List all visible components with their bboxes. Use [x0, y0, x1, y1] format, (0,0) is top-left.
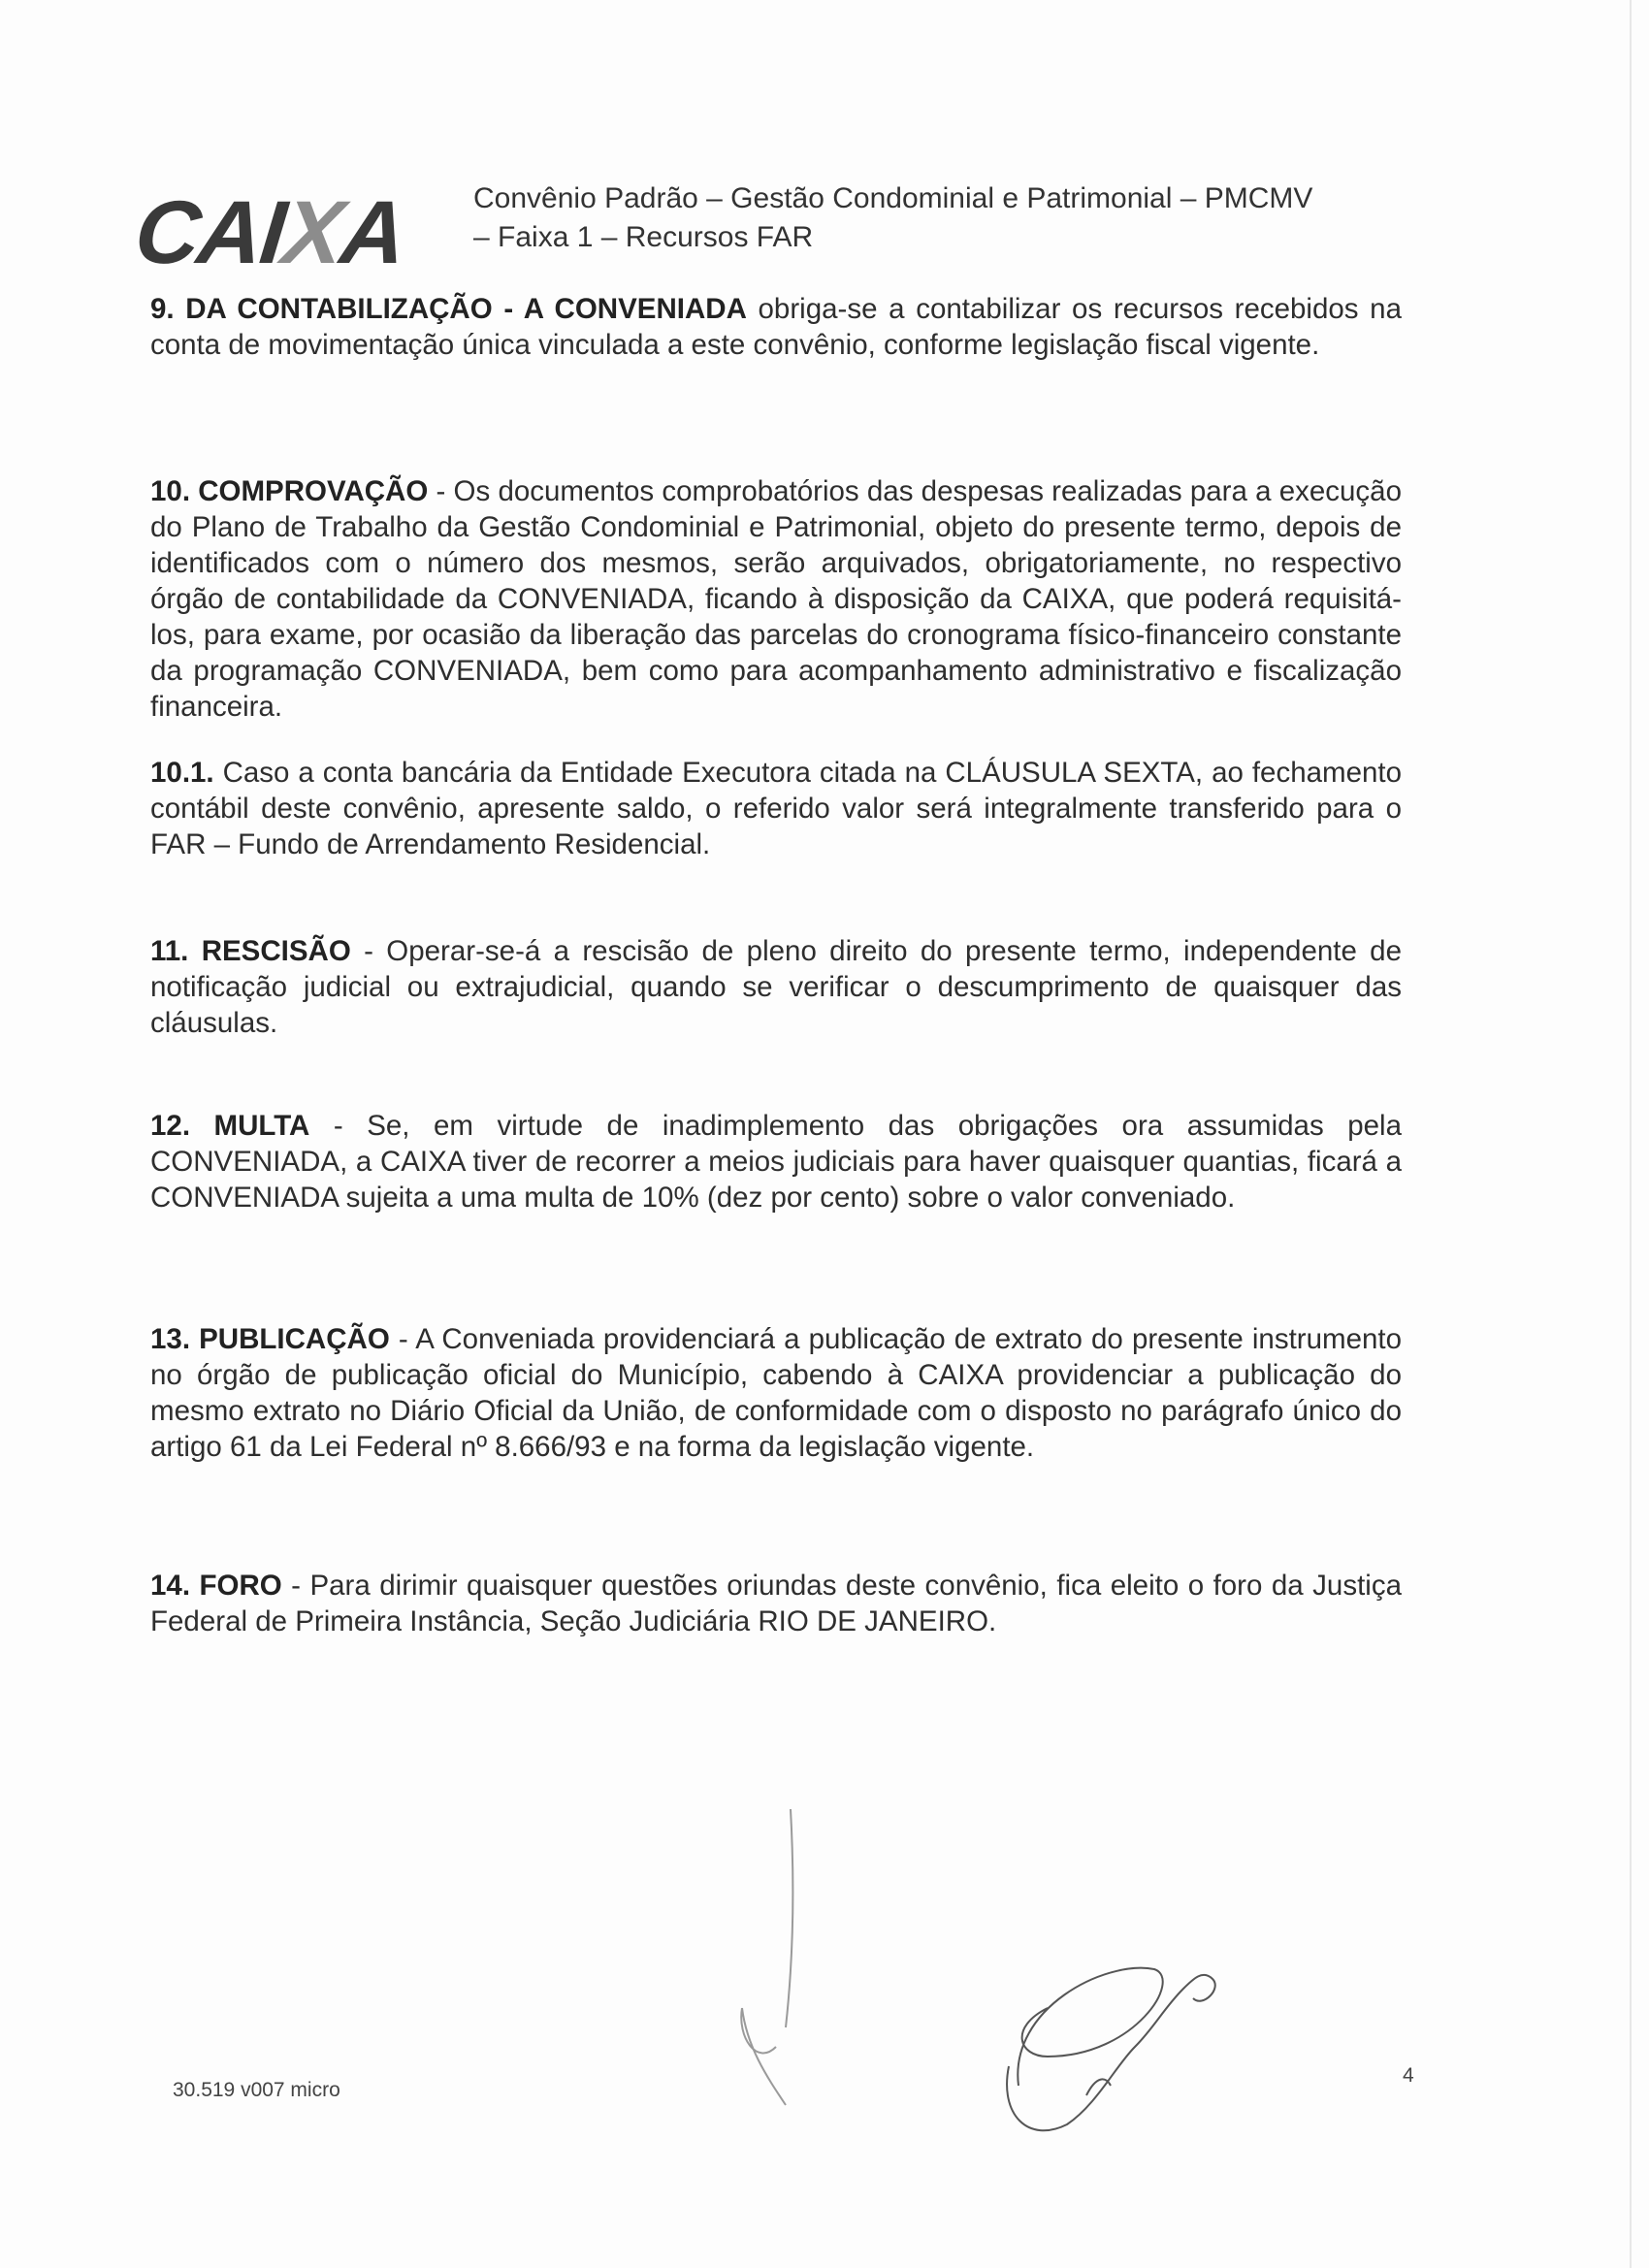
clause-10 — [150, 473, 1402, 725]
clause-10-1 — [150, 755, 1402, 862]
clause-body: - Os documentos comprobatórios das despesas realizadas para a execução do Plano de Trabalho da Gestão Condominial e Patrimonial, objeto do presente termo, depois de identificados com o número dos mesmos, serão arquivados, obrigatoriamente, no respectivo órgão de contabilidade da CONVENIADA, ficando à disposição da CAIXA, que poderá requisitá-los, para exame, por ocasião da liberação das parcelas do cronograma físico-financeiro constante da programação CONVENIADA, bem como para acompanhamento administrativo e fiscalização financeira. — [150, 475, 1402, 723]
clause-body: - Se, em virtude de inadimplemento das obrigações ora assumidas pela CONVENIADA, a CAIXA tiver de recorrer a meios judiciais para haver quaisquer quantias, ficará a CONVENIADA sujeita a uma multa de 10% (dez por cento) sobre o valor conveniado. — [150, 1110, 1402, 1214]
caixa-logo — [130, 183, 427, 282]
logo-part-right: A — [336, 183, 409, 282]
clause-heading: 14. FORO — [150, 1570, 282, 1602]
clause-heading: 10.1. — [150, 757, 214, 789]
logo-wordmark — [130, 183, 409, 282]
clause-11 — [150, 933, 1402, 1041]
header-title — [473, 179, 1312, 257]
clause-body: obriga-se a contabilizar os recursos recebidos na conta de movimentação única vinculada a este convênio, conforme legislação fiscal vigente. — [150, 293, 1402, 361]
form-code: 30.519 v007 micro — [173, 2079, 340, 2101]
clause-body: - A Conveniada providenciará a publicação de extrato do presente instrumento no órgão de publicação oficial do Município, cabendo à CAIXA providenciar a publicação do mesmo extrato no Diário Oficial da União, de conformidade com o disposto no parágrafo único do artigo 61 da Lei Federal nº 8.666/93 e na forma da legislação vigente. — [150, 1323, 1402, 1463]
clause-body: - Para dirimir quaisquer questões oriundas deste convênio, fica eleito o foro da Justiça Federal de Primeira Instância, Seção Judiciária RIO DE JANEIRO. — [150, 1570, 1402, 1637]
clause-9 — [150, 291, 1402, 363]
document-header — [130, 179, 1397, 282]
clause-heading: 13. PUBLICAÇÃO — [150, 1323, 390, 1355]
header-title-line-2: – Faixa 1 – Recursos FAR — [473, 221, 814, 253]
signature-initials — [737, 1804, 854, 2124]
clause-heading: 12. MULTA — [150, 1110, 310, 1142]
logo-part-left: CAI — [130, 183, 289, 282]
clause-13 — [150, 1321, 1402, 1465]
clause-body: Caso a conta bancária da Entidade Executora citada na CLÁUSULA SEXTA, ao fechamento contábil deste convênio, apresente saldo, o referido valor será integralmente transferido para o FAR – Fundo de Arrendamento Residencial. — [150, 757, 1402, 860]
clause-12 — [150, 1108, 1402, 1215]
clause-heading: 11. RESCISÃO — [150, 935, 351, 967]
header-title-line-1: Convênio Padrão – Gestão Condominial e Patrimonial – PMCMV — [473, 182, 1313, 214]
clause-body: - Operar-se-á a rescisão de pleno direito do presente termo, independente de notificação judicial ou extrajudicial, quando se verificar o descumprimento de quaisquer das cláusulas. — [150, 935, 1402, 1039]
signature — [989, 1950, 1280, 2144]
clause-heading: 9. DA CONTABILIZAÇÃO - A CONVENIADA — [150, 293, 747, 325]
clause-heading: 10. COMPROVAÇÃO — [150, 475, 429, 507]
page-number: 4 — [1403, 2064, 1414, 2087]
logo-part-x: X — [278, 183, 347, 282]
clause-14 — [150, 1568, 1402, 1639]
scan-edge — [1630, 0, 1632, 2268]
